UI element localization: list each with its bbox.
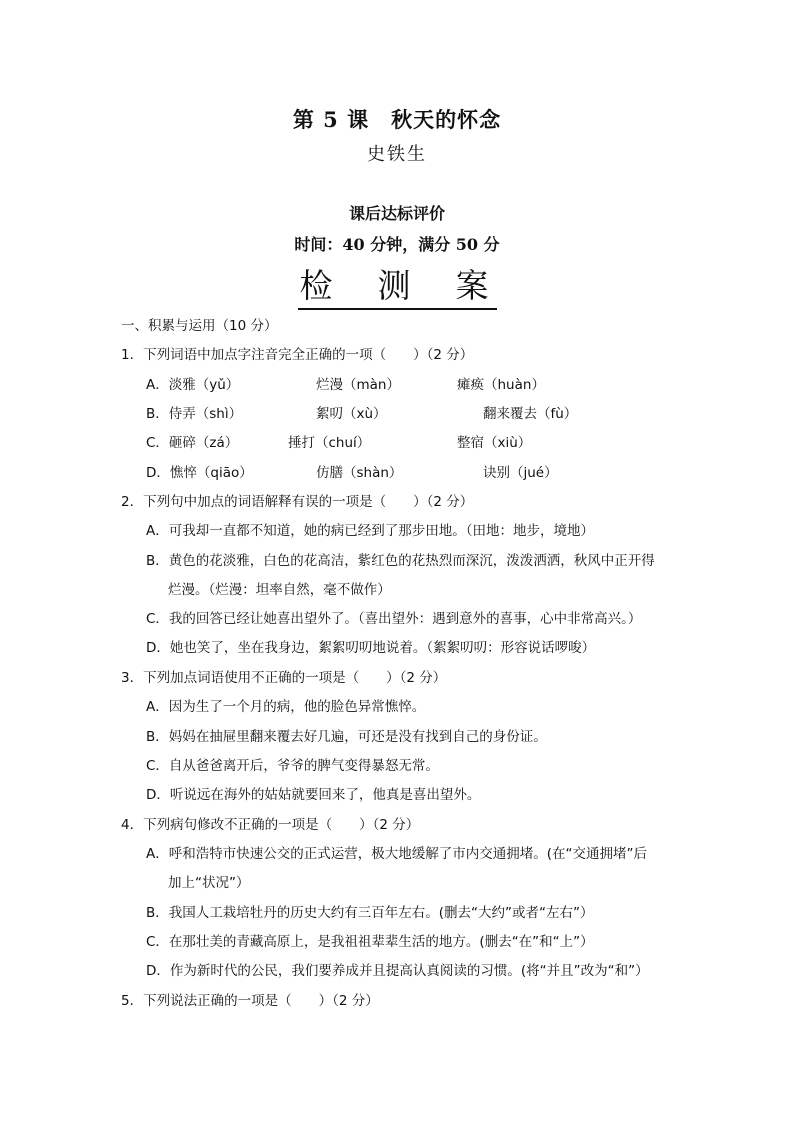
q1-option-a-2: 烂漫（màn） (316, 377, 400, 393)
q4-option-c: C．在那壮美的青藏高原上，是我祖祖辈辈生活的地方。(删去“在”和“上”） (146, 934, 594, 950)
q1-option-c-3: 整宿（xiù） (457, 435, 532, 451)
q1-option-b-3: 翻来覆去（fù） (483, 406, 578, 422)
q4-option-d: D．作为新时代的公民，我们要养成并且提高认真阅读的习惯。(将“并且”改为“和”） (146, 963, 649, 979)
q2-option-b: B．黄色的花淡雅，白色的花高洁，紫红色的花热烈而深沉，泼泼洒洒，秋风中正开得 (146, 553, 655, 569)
q1-option-b-1: B．侍弄（shì） (146, 406, 243, 422)
q1-option-d-3: 诀别（jué） (483, 465, 558, 481)
q1-option-c-2: 捶打（chuí） (288, 435, 371, 451)
test-title-text: 检 测 案 (298, 266, 497, 310)
lesson-title: 第 5 课 秋天的怀念 (292, 107, 502, 132)
q1-option-a-1: A．淡雅（yǔ） (146, 377, 240, 393)
q4-option-a-continued: 加上“状况”） (168, 875, 250, 891)
q3-option-a: A．因为生了一个月的病，他的脸色异常憔悴。 (146, 699, 426, 715)
q1-option-b-2: 絮叨（xù） (316, 406, 387, 422)
test-title (0, 266, 794, 310)
q2-option-b-continued: 烂漫。（烂漫：坦率自然，毫不做作） (168, 582, 391, 598)
q1-option-a-3: 瘫痪（huàn） (457, 377, 545, 393)
q2-option-a: A．可我却一直都不知道，她的病已经到了那步田地。（田地：地步，境地） (146, 523, 594, 539)
q2-option-c: C．我的回答已经让她喜出望外了。（喜出望外：遇到意外的喜事，心中非常高兴。） (146, 611, 642, 627)
q4-option-b: B．我国人工栽培牡丹的历史大约有三百年左右。(删去“大约”或者“左右”） (146, 905, 594, 921)
q1-option-c-1: C．砸碎（zá） (146, 435, 239, 451)
question-4-stem: 4．下列病句修改不正确的一项是（ ）（2 分） (121, 817, 420, 833)
q1-option-d-1: D．憔悴（qiāo） (146, 465, 253, 481)
q3-option-d: D．听说远在海外的姑姑就要回来了，他真是喜出望外。 (146, 787, 481, 803)
section-heading: 一、积累与运用（10 分） (121, 318, 278, 334)
question-3-stem: 3．下列加点词语使用不正确的一项是（ ）（2 分） (121, 670, 447, 686)
question-2-stem: 2．下列句中加点的词语解释有误的一项是（ ）（2 分） (121, 494, 474, 510)
q3-option-b: B．妈妈在抽屉里翻来覆去好几遍，可还是没有找到自己的身份证。 (146, 729, 547, 745)
q4-option-a: A．呼和浩特市快速公交的正式运营，极大地缓解了市内交通拥堵。(在“交通拥堵”后 (146, 846, 647, 862)
time-info: 时间：40 分钟，满分 50 分 (294, 235, 500, 254)
q2-option-d: D．她也笑了，坐在我身边，絮絮叨叨地说着。（絮絮叨叨：形容说话啰唆） (146, 640, 596, 656)
author-name: 史铁生 (367, 144, 427, 165)
q1-option-d-2: 仿膳（shàn） (316, 465, 403, 481)
q3-option-c: C．自从爸爸离开后，爷爷的脾气变得暴怒无常。 (146, 758, 439, 774)
question-1-stem: 1．下列词语中加点字注音完全正确的一项（ ）（2 分） (121, 347, 474, 363)
question-5-stem: 5．下列说法正确的一项是（ ）（2 分） (121, 993, 379, 1009)
section-subtitle: 课后达标评价 (348, 204, 445, 223)
